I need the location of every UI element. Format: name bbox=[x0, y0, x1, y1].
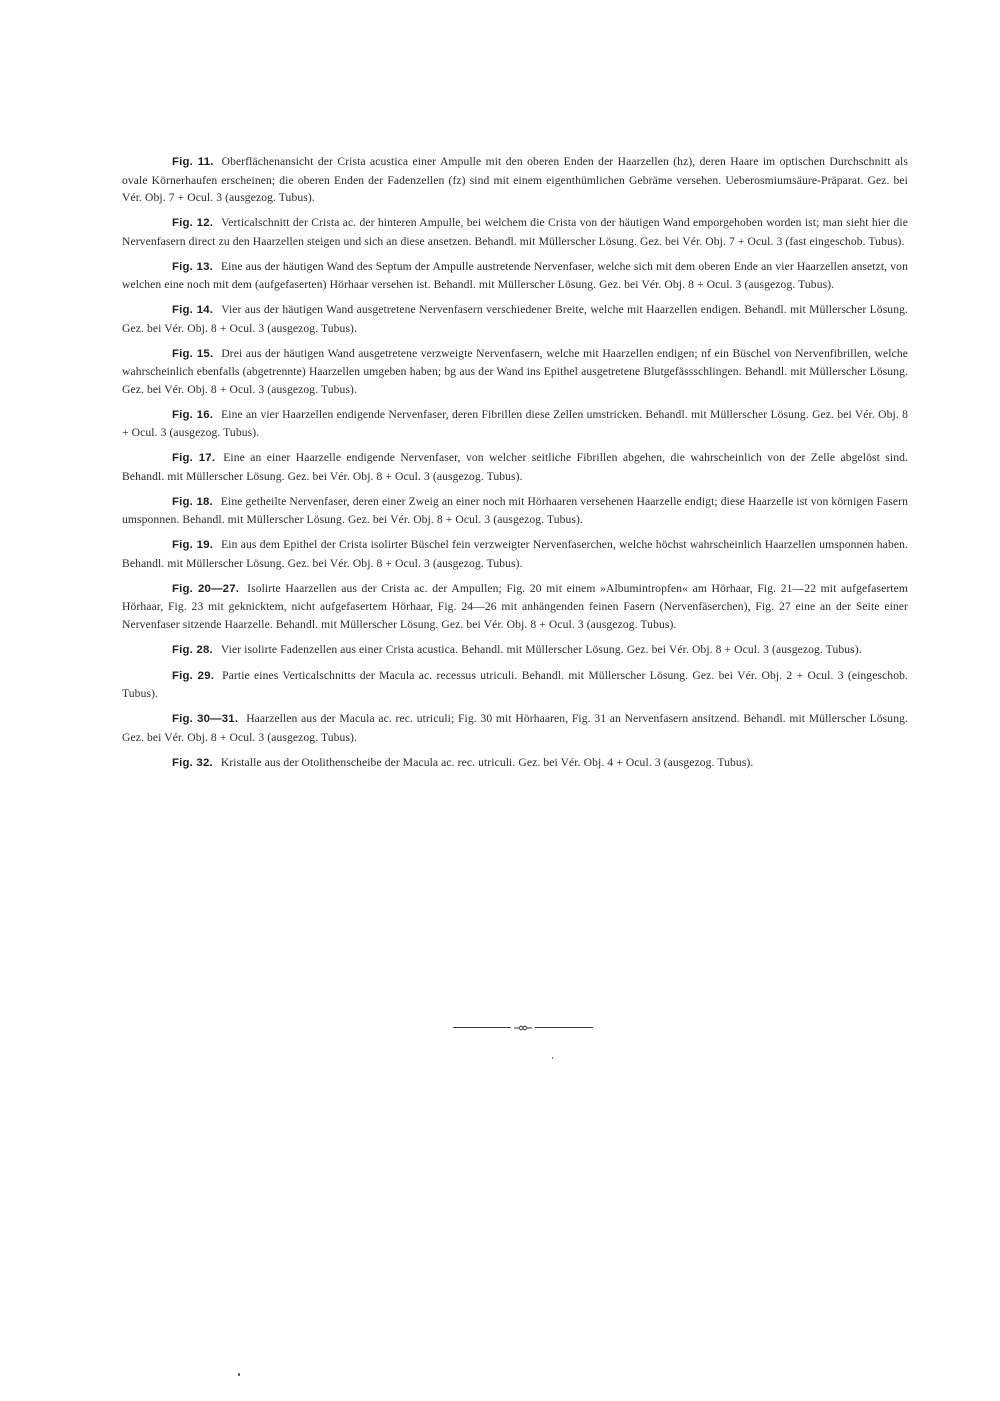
figure-label: Fig. 32. bbox=[172, 756, 213, 769]
figure-caption bbox=[122, 345, 908, 399]
caption-text: Partie eines Verticalschnitts der Macula ac. recessus utriculi. Behandl. mit Müllerscher Lösung. Gez. bei Vér. Obj. 2 + Ocul. 3 (eingeschob. Tubus). bbox=[122, 668, 908, 700]
figure-caption bbox=[122, 641, 908, 660]
figure-caption bbox=[122, 449, 908, 485]
section-end-divider bbox=[453, 1025, 593, 1031]
figure-label: Fig. 28. bbox=[172, 643, 213, 656]
caption-text: Haarzellen aus der Macula ac. rec. utriculi; Fig. 30 mit Hörhaaren, Fig. 31 an Nervenfasern ansitzend. Behandl. mit Müllerscher Lösung. Gez. bei Vér. Obj. 8 + Ocul. 3 (ausgezog. Tubus). bbox=[122, 712, 908, 744]
figure-label: Fig. 19. bbox=[172, 539, 214, 551]
paper-speck bbox=[552, 1057, 553, 1059]
figure-caption bbox=[122, 710, 908, 746]
figure-caption bbox=[122, 214, 908, 250]
figure-caption bbox=[122, 536, 908, 572]
caption-text: Eine an vier Haarzellen endigende Nervenfaser, deren Fibrillen diese Zellen umstricken. Behandl. mit Müllerscher Lösung. Gez. bei Vér. Obj. 8 + Ocul. 3 (ausgezog. Tubus). bbox=[122, 407, 908, 439]
caption-text: Eine aus der häutigen Wand des Septum der Ampulle austretende Nervenfaser, welche sich mit dem oberen Ende an vier Haarzellen ansetzt, von welchen eine noch mit dem (aufgefaserten) Hörhaar versehen ist. Behandl. mit Müllerscher Lösung. Gez. bei Vér. Obj. 8 + Ocul. 3 (ausgezog. Tubus). bbox=[122, 259, 908, 291]
figure-caption bbox=[122, 580, 908, 634]
figure-label: Fig. 18. bbox=[172, 495, 213, 508]
figure-caption bbox=[122, 301, 908, 337]
caption-text: Kristalle aus der Otolithenscheibe der Macula ac. rec. utriculi. Gez. bei Vér. Obj. 4 + Ocul. 3 (ausgezog. Tubus). bbox=[220, 755, 754, 769]
figure-label: Fig. 14. bbox=[172, 304, 214, 316]
figure-caption bbox=[122, 258, 908, 294]
figure-label: Fig. 15. bbox=[172, 347, 214, 360]
figure-label: Fig. 11. bbox=[172, 156, 214, 168]
caption-text: Ein aus dem Epithel der Crista isolirter Büschel fein verzweigter Nervenfaserchen, welche höchst wahrscheinlich Haarzellen umsponnen haben. Behandl. mit Müllerscher Lösung. Gez. bei Vér. Obj. 8 + Ocul. 3 (ausgezog. Tubus). bbox=[122, 538, 908, 570]
caption-text: Eine getheilte Nervenfaser, deren einer Zweig an einer noch mit Hörhaaren versehenen Haarzelle endigt; diese Haarzelle ist von körnigen Fasern umsponnen. Behandl. mit Müllerscher Lösung. Gez. bei Vér. Obj. 8 + Ocul. 3 (ausgezog. Tubus). bbox=[122, 494, 908, 526]
divider-line-right bbox=[535, 1027, 593, 1028]
figure-label: Fig. 20—27. bbox=[172, 582, 240, 595]
caption-text: Verticalschnitt der Crista ac. der hinteren Ampulle, bei welchem die Crista von der häutigen Wand emporgehoben worden ist; man sieht hier die Nervenfasern direct zu den Haarzellen steigen und sich an diese ansetzen. Behandl. mit Müllerscher Lösung. Gez. bei Vér. Obj. 7 + Ocul. 3 (fast eingeschob. Tubus). bbox=[122, 216, 908, 248]
figure-caption bbox=[122, 406, 908, 442]
figure-label: Fig. 16. bbox=[172, 408, 214, 421]
caption-text: Oberflächenansicht der Crista acustica einer Ampulle mit den oberen Enden der Haarzellen (hz), deren Haare im optischen Durchschnitt als ovale Körnerhaufen erscheinen; die oberen Enden der Fadenzellen (fz) sind mit einem eigenthümlichen Gebräme versehen. Ueberosmiumsäure-Präparat. Gez. bei Vér. Obj. 7 + Ocul. 3 (ausgezog. Tubus). bbox=[122, 155, 908, 204]
figure-label: Fig. 17. bbox=[172, 452, 216, 464]
figure-label: Fig. 30—31. bbox=[172, 713, 239, 725]
caption-text: Vier isolirte Fadenzellen aus einer Crista acustica. Behandl. mit Müllerscher Lösung. Gez. bei Vér. Obj. 8 + Ocul. 3 (ausgezog. Tubus). bbox=[220, 642, 862, 656]
figure-caption bbox=[122, 754, 908, 773]
divider-line-left bbox=[453, 1027, 511, 1028]
figure-label: Fig. 12. bbox=[172, 217, 214, 229]
caption-text: Vier aus der häutigen Wand ausgetretene Nervenfasern verschiedener Breite, welche mit Haarzellen endigen. Behandl. mit Müllerscher Lösung. Gez. bei Vér. Obj. 8 + Ocul. 3 (ausgezog. Tubus). bbox=[122, 303, 908, 335]
figure-label: Fig. 13. bbox=[172, 260, 213, 273]
caption-text: Eine an einer Haarzelle endigende Nervenfaser, von welcher seitliche Fibrillen abgehen, die wahrscheinlich von der Zelle abgelöst sind. Behandl. mit Müllerscher Lösung. Gez. bei Vér. Obj. 8 + Ocul. 3 (ausgezog. Tubus). bbox=[122, 451, 908, 483]
figure-caption bbox=[122, 153, 908, 207]
figure-caption bbox=[122, 667, 908, 703]
figure-label: Fig. 29. bbox=[172, 669, 215, 682]
caption-text: Drei aus der häutigen Wand ausgetretene verzweigte Nervenfasern, welche mit Haarzellen endigen; nf ein Büschel von Nervenfibrillen, welche wahrscheinlich ebenfalls (abgetrennte) Haarzellen umgeben haben; bg aus der Wand ins Epithel ausgetretene Blutgefässschlingen. Behandl. mit Müllerscher Lösung. Gez. bei Vér. Obj. 8 + Ocul. 3 (ausgezog. Tubus). bbox=[122, 346, 908, 396]
caption-text: Isolirte Haarzellen aus der Crista ac. der Ampullen; Fig. 20 mit einem »Albumintropfen« am Hörhaar, Fig. 21—22 mit aufgefasertem Hörhaar, Fig. 23 mit geknicktem, nicht aufgefasertem Hörhaar, Fig. 24—26 mit anhängenden feinen Fasern (Nervenfäserchen), Fig. 27 eine an der Seite einer Nervenfaser sitzende Haarzelle. Behandl. mit Müllerscher Lösung. Gez. bei Vér. Obj. 8 + Ocul. 3 (ausgezog. Tubus). bbox=[122, 581, 908, 631]
divider-ornament-icon bbox=[513, 1025, 533, 1031]
paper-speck bbox=[238, 1373, 240, 1376]
figure-caption bbox=[122, 493, 908, 529]
figure-caption-list bbox=[122, 153, 908, 780]
